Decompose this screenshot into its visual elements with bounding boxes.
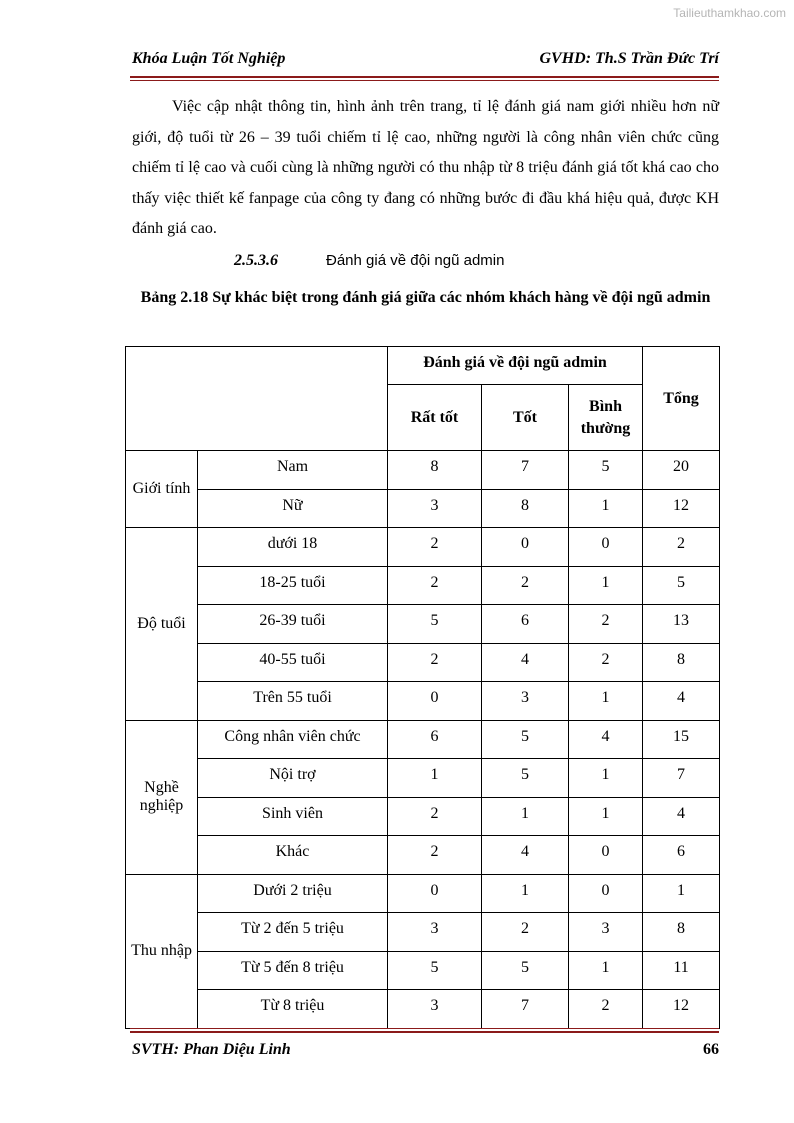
value-cell: 3 <box>569 913 643 952</box>
value-cell: 1 <box>569 951 643 990</box>
table-row <box>126 951 720 990</box>
table-row <box>126 451 720 490</box>
total-cell: 13 <box>643 605 720 644</box>
footer-rule <box>130 1031 719 1033</box>
row-label: Trên 55 tuổi <box>198 682 388 721</box>
value-cell: 4 <box>482 836 569 875</box>
row-label: dưới 18 <box>198 528 388 567</box>
value-cell: 1 <box>482 797 569 836</box>
col-header: Rất tốt <box>388 385 482 451</box>
value-cell: 1 <box>569 682 643 721</box>
value-cell: 3 <box>482 682 569 721</box>
total-cell: 12 <box>643 990 720 1029</box>
value-cell: 3 <box>388 990 482 1029</box>
total-cell: 15 <box>643 720 720 759</box>
evaluation-table <box>125 346 720 1029</box>
value-cell: 0 <box>569 836 643 875</box>
table-row <box>126 682 720 721</box>
total-cell: 20 <box>643 451 720 490</box>
table-corner <box>126 347 388 451</box>
total-cell: 4 <box>643 797 720 836</box>
total-cell: 7 <box>643 759 720 798</box>
row-label: Nữ <box>198 489 388 528</box>
group-label: Thu nhập <box>126 874 198 1028</box>
value-cell: 5 <box>482 720 569 759</box>
table-row <box>126 874 720 913</box>
table-row <box>126 489 720 528</box>
page-number: 66 <box>703 1041 719 1058</box>
page-header <box>132 50 719 72</box>
value-cell: 1 <box>388 759 482 798</box>
section-heading <box>234 252 504 270</box>
value-cell: 5 <box>482 759 569 798</box>
value-cell: 6 <box>482 605 569 644</box>
table-row <box>126 759 720 798</box>
table-row <box>126 836 720 875</box>
total-header: Tổng <box>643 347 720 451</box>
value-cell: 2 <box>388 836 482 875</box>
row-label: 18-25 tuổi <box>198 566 388 605</box>
table-row <box>126 797 720 836</box>
table-caption: Bảng 2.18 Sự khác biệt trong đánh giá giữa các nhóm khách hàng về đội ngũ admin <box>140 289 711 306</box>
row-label: Nội trợ <box>198 759 388 798</box>
row-label: Từ 5 đến 8 triệu <box>198 951 388 990</box>
watermark: Tailieuthamkhao.com <box>673 6 786 20</box>
total-cell: 11 <box>643 951 720 990</box>
value-cell: 1 <box>569 759 643 798</box>
value-cell: 0 <box>388 682 482 721</box>
table-row <box>126 913 720 952</box>
value-cell: 0 <box>388 874 482 913</box>
body-paragraph: Việc cập nhật thông tin, hình ảnh trên trang, tỉ lệ đánh giá nam giới nhiều hơn nữ giới, độ tuổi từ 26 – 39 tuổi chiếm tỉ lệ cao, những người là công nhân viên chức cũng chiếm tỉ lệ cao và cuối cùng là những người có thu nhập từ 8 triệu đánh giá tốt khá cao cho thấy việc thiết kế fanpage của công ty đang có những bước đi đầu khá hiệu quả, được KH đánh giá cao. <box>132 98 719 237</box>
row-label: 40-55 tuổi <box>198 643 388 682</box>
total-cell: 4 <box>643 682 720 721</box>
total-cell: 8 <box>643 913 720 952</box>
header-rule-thin <box>130 80 719 81</box>
value-cell: 2 <box>388 643 482 682</box>
value-cell: 7 <box>482 990 569 1029</box>
row-label: Khác <box>198 836 388 875</box>
value-cell: 0 <box>569 874 643 913</box>
value-cell: 1 <box>569 797 643 836</box>
row-label: Từ 8 triệu <box>198 990 388 1029</box>
header-thesis-title: Khóa Luận Tốt Nghiệp <box>132 50 286 67</box>
value-cell: 5 <box>388 951 482 990</box>
row-label: Dưới 2 triệu <box>198 874 388 913</box>
table-row <box>126 528 720 567</box>
value-cell: 6 <box>388 720 482 759</box>
table-row <box>126 566 720 605</box>
total-cell: 1 <box>643 874 720 913</box>
row-label: Từ 2 đến 5 triệu <box>198 913 388 952</box>
value-cell: 2 <box>388 528 482 567</box>
value-cell: 5 <box>482 951 569 990</box>
value-cell: 5 <box>569 451 643 490</box>
section-number: 2.5.3.6 <box>234 252 278 269</box>
col-header: Tốt <box>482 385 569 451</box>
section-title: Đánh giá về đội ngũ admin <box>326 252 505 269</box>
header-rule <box>130 76 719 78</box>
total-cell: 6 <box>643 836 720 875</box>
total-cell: 5 <box>643 566 720 605</box>
value-cell: 2 <box>569 990 643 1029</box>
footer-rule-thin <box>130 1028 719 1029</box>
value-cell: 2 <box>569 605 643 644</box>
group-header: Đánh giá về đội ngũ admin <box>388 347 643 385</box>
value-cell: 2 <box>388 566 482 605</box>
group-label: Nghề nghiệp <box>126 720 198 874</box>
value-cell: 1 <box>482 874 569 913</box>
total-cell: 2 <box>643 528 720 567</box>
total-cell: 12 <box>643 489 720 528</box>
value-cell: 4 <box>482 643 569 682</box>
value-cell: 0 <box>569 528 643 567</box>
group-label: Độ tuổi <box>126 528 198 721</box>
value-cell: 2 <box>482 913 569 952</box>
value-cell: 2 <box>388 797 482 836</box>
value-cell: 4 <box>569 720 643 759</box>
value-cell: 3 <box>388 489 482 528</box>
value-cell: 3 <box>388 913 482 952</box>
col-header: Bình thường <box>569 385 643 451</box>
table-row <box>126 720 720 759</box>
group-label: Giới tính <box>126 451 198 528</box>
row-label: Công nhân viên chức <box>198 720 388 759</box>
value-cell: 7 <box>482 451 569 490</box>
table-row <box>126 990 720 1029</box>
value-cell: 2 <box>482 566 569 605</box>
value-cell: 1 <box>569 566 643 605</box>
total-cell: 8 <box>643 643 720 682</box>
footer-author: SVTH: Phan Diệu Linh <box>132 1041 291 1058</box>
row-label: 26-39 tuổi <box>198 605 388 644</box>
value-cell: 8 <box>388 451 482 490</box>
value-cell: 2 <box>569 643 643 682</box>
table-row <box>126 643 720 682</box>
value-cell: 8 <box>482 489 569 528</box>
value-cell: 5 <box>388 605 482 644</box>
row-label: Nam <box>198 451 388 490</box>
table-body <box>126 347 720 1029</box>
value-cell: 1 <box>569 489 643 528</box>
table-row <box>126 605 720 644</box>
value-cell: 0 <box>482 528 569 567</box>
row-label: Sinh viên <box>198 797 388 836</box>
header-supervisor: GVHD: Th.S Trần Đức Trí <box>539 50 719 67</box>
